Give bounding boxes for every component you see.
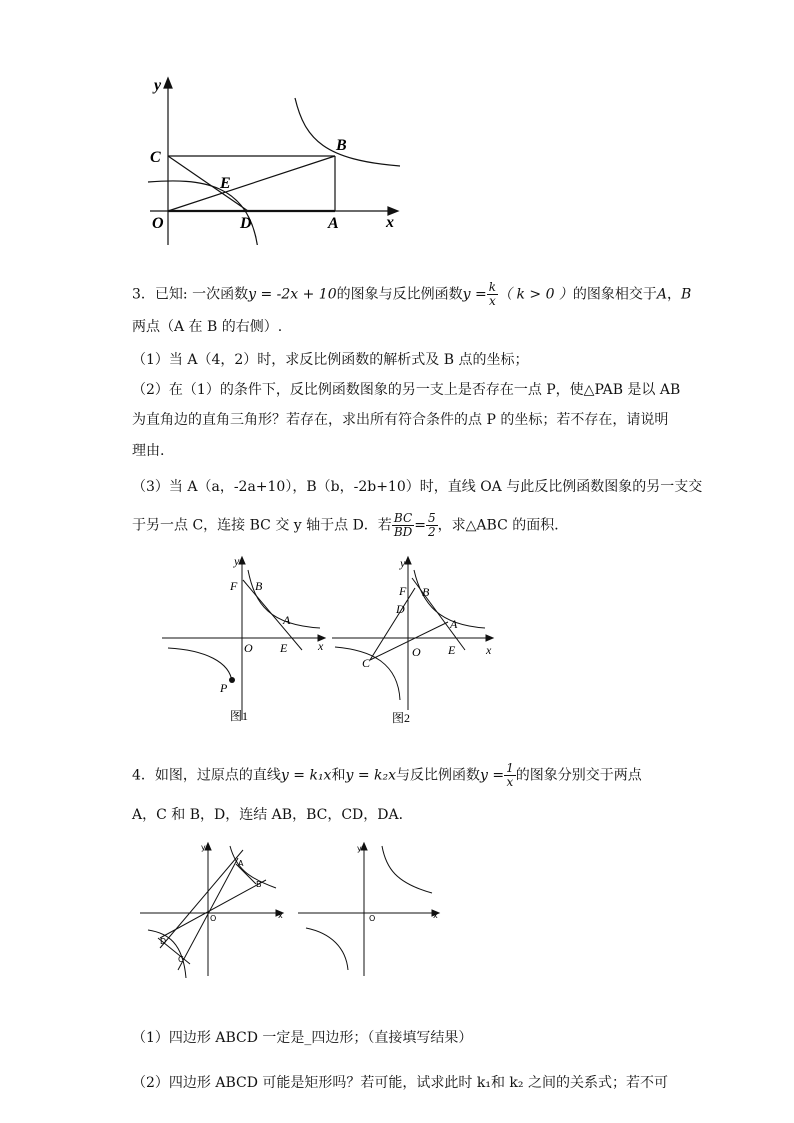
- label-D: D: [240, 215, 252, 232]
- label-C: C: [178, 955, 184, 964]
- p3-line2: 两点（A 在 B 的右侧）.: [132, 319, 283, 335]
- label-B: B: [256, 880, 262, 889]
- label-y: y: [201, 843, 206, 852]
- label-A: A: [283, 613, 291, 627]
- point-P: [229, 677, 235, 683]
- label-y: y: [357, 844, 362, 853]
- label-E: E: [280, 641, 288, 655]
- label-A: A: [238, 859, 244, 868]
- label-O: O: [244, 641, 253, 655]
- p3-number: 3．: [132, 286, 155, 303]
- p4-q1: （1）四边形 ABCD 一定是_四边形；（直接填写结果）: [132, 1030, 473, 1046]
- segment-CD: [168, 156, 248, 211]
- label-F: F: [230, 579, 238, 593]
- p4-line-k1: y = k₁x: [280, 767, 332, 784]
- p4-recip-frac: $\frac{1}{x}$: [506, 761, 514, 789]
- label-P: P: [220, 681, 228, 695]
- label-O: O: [152, 215, 164, 232]
- p3-line1: 3．已知: 一次函数y = -2x + 10的图象与反比例函数y = $\frac{k}{x}$ （ k > 0 ）的图象相交于A，B: [132, 280, 692, 308]
- label-D: D: [396, 602, 405, 616]
- label-x: x: [433, 911, 438, 920]
- y-axis-arrow: [164, 78, 172, 88]
- label-C: C: [150, 149, 161, 166]
- p3-mid: 的图象与反比例函数: [336, 286, 463, 303]
- p3-q3b: 于另一点 C，连接 BC 交 y 轴于点 D．若 $\frac{BC}{BD}$ = $\frac{5}{2}$ ，求△ABC 的面积．: [132, 511, 569, 539]
- caption-fig1: 图1: [230, 709, 249, 723]
- figure-problem4-right: [296, 838, 446, 978]
- p3-q2c: 理由.: [132, 443, 165, 459]
- label-x: x: [318, 639, 324, 653]
- label-F: F: [399, 584, 407, 598]
- label-B: B: [336, 137, 347, 154]
- p4-q2: （2）四边形 ABCD 可能是矩形吗？若可能，试求此时 k₁和 k₂ 之间的关系式；若不可: [132, 1075, 668, 1091]
- p3-frac-bc-bd: $\frac{BC}{BD}$: [393, 511, 413, 539]
- p4-number: 4．: [132, 767, 155, 784]
- figure-rectangle-hyperbola: [130, 70, 410, 245]
- p3-tail: 的图象相交于: [572, 286, 657, 303]
- label-B: B: [255, 579, 263, 593]
- hyperbola-branch-3: [335, 647, 400, 700]
- label-A: A: [328, 215, 339, 232]
- figure-problem3-fig2: [330, 550, 500, 725]
- p3-recip-y: y =: [462, 286, 487, 303]
- label-O: O: [412, 645, 421, 659]
- label-y: y: [400, 556, 406, 570]
- caption-fig2: 图2: [392, 711, 411, 725]
- figure-problem4-left: [138, 838, 288, 978]
- p3-q2a: （2）在（1）的条件下，反比例函数图象的另一支上是否存在一点 P，使△PAB 是以 AB: [132, 382, 681, 398]
- figure-problem3-fig1: [160, 550, 332, 725]
- p3-intro: 已知: 一次函数: [154, 286, 249, 303]
- curve-lower: [148, 181, 258, 245]
- label-O: O: [210, 914, 217, 923]
- p3-q2b: 为直角边的直角三角形？若存在，求出所有符合条件的点 P 的坐标；若不存在，请说明: [132, 412, 669, 428]
- p3-recip-frac: $\frac{k}{x}$: [488, 280, 496, 308]
- p4-line2: A，C 和 B，D，连结 AB，BC，CD，DA．: [132, 807, 413, 823]
- label-O: O: [369, 914, 376, 923]
- label-D: D: [160, 937, 167, 946]
- label-E: E: [220, 175, 231, 192]
- p3-q3a: （3）当 A（a，-2a+10），B（b，-2b+10）时，直线 OA 与此反比例函数图象的另一支交: [132, 479, 703, 495]
- p3-q1: （1）当 A（4，2）时，求反比例函数的解析式及 B 点的坐标；: [132, 352, 529, 368]
- p4-line-k2: y = k₂x: [345, 767, 396, 784]
- label-A: A: [450, 617, 458, 631]
- p4-line1: 4．如图，过原点的直线y = k₁x和y = k₂x与反比例函数y = $\frac{1}{x}$ 的图象分别交于两点: [132, 761, 642, 789]
- label-E: E: [448, 643, 456, 657]
- p3-condition: （ k > 0 ）: [498, 286, 573, 303]
- label-x: x: [278, 911, 283, 920]
- label-x: x: [486, 643, 492, 657]
- label-B: B: [422, 585, 430, 599]
- label-y: y: [154, 77, 162, 94]
- hyperbola-branch-3: [168, 648, 232, 682]
- label-x: x: [386, 214, 394, 231]
- label-C: C: [362, 656, 371, 670]
- p3-linear-fn: y = -2x + 10: [248, 286, 337, 303]
- p3-frac-5-2: $\frac{5}{2}$: [428, 511, 436, 539]
- segment-OB: [168, 156, 335, 211]
- label-y: y: [234, 554, 240, 568]
